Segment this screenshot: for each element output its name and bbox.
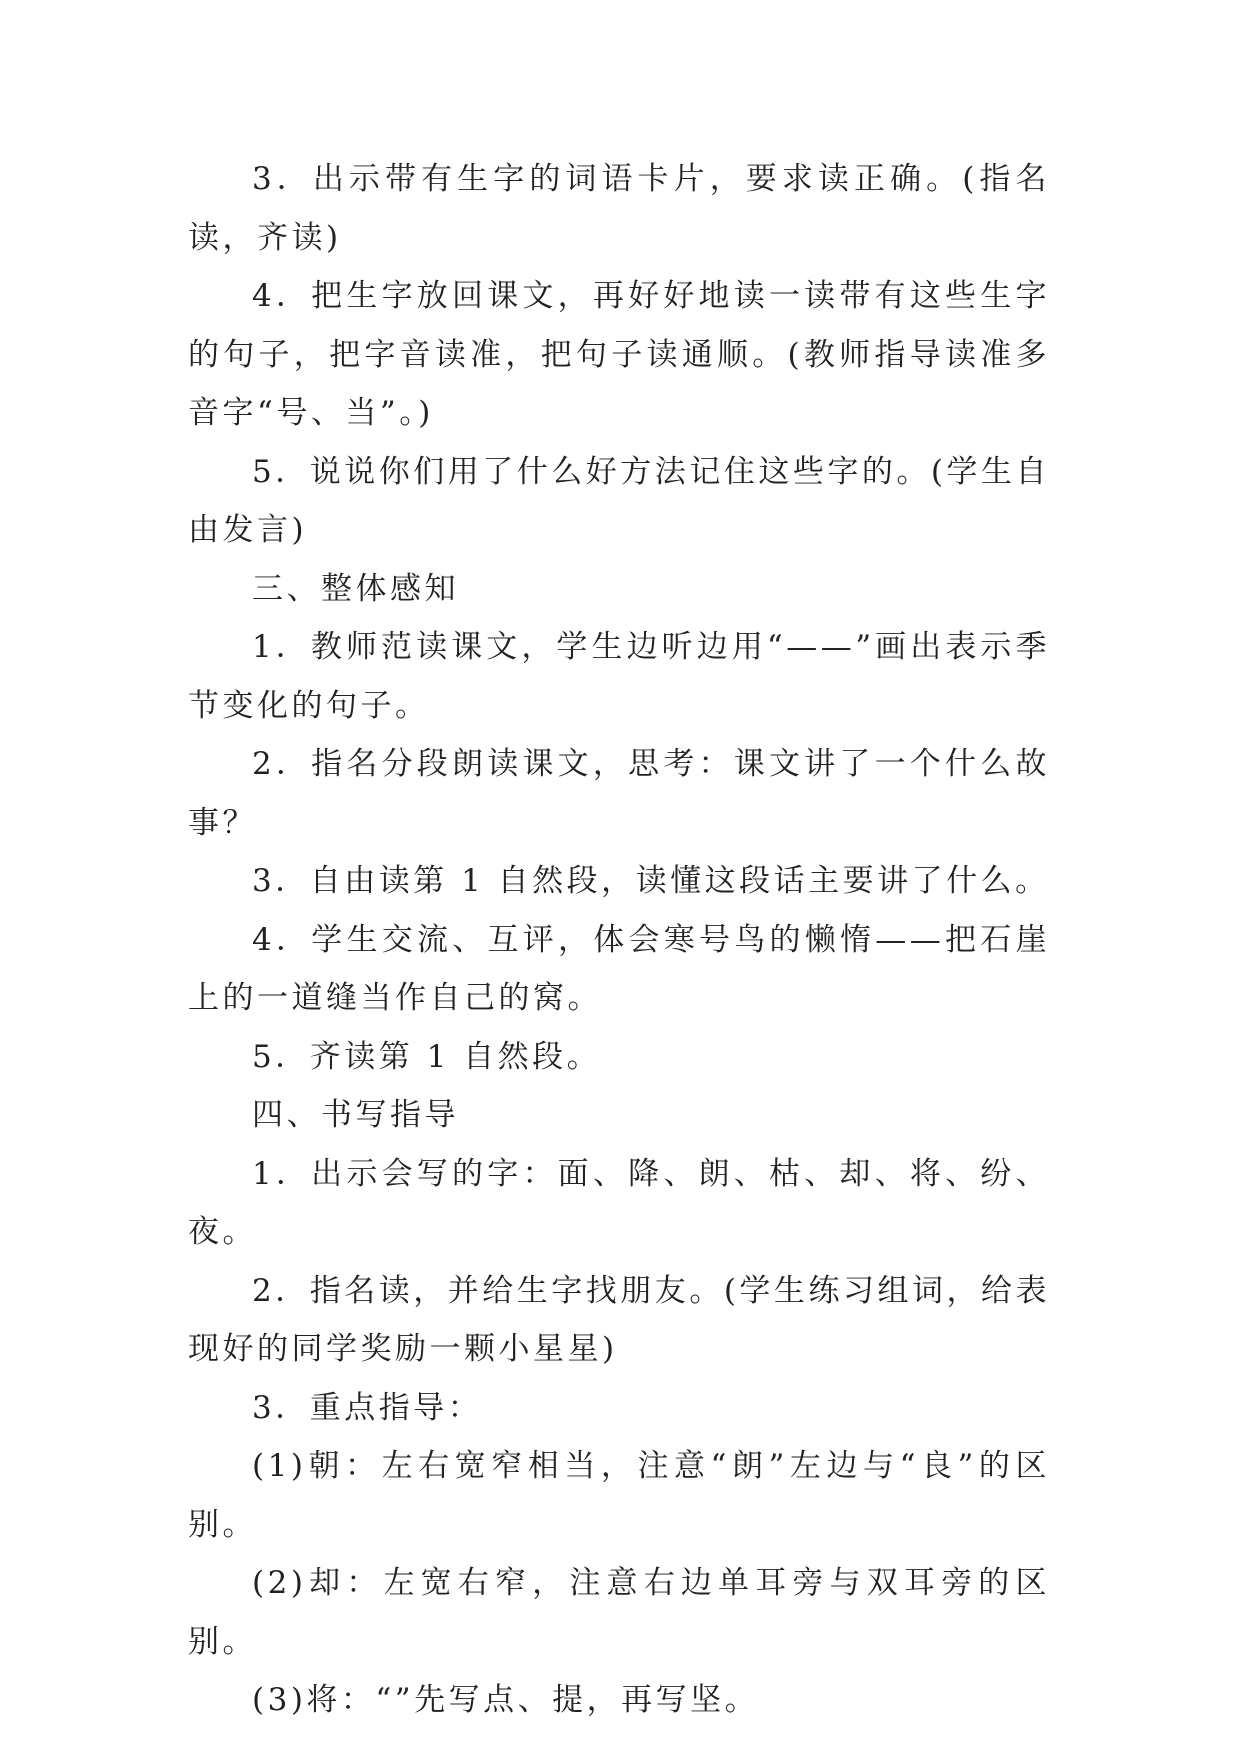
paragraph-step-1-model-reading: 1．教师范读课文，学生边听边用“——”画出表示季节变化的句子。 (188, 629, 1050, 724)
paragraph-step-3-word-cards: 3．出示带有生字的词语卡片，要求读正确。(指名读，齐读) (188, 161, 1050, 256)
paragraph-step-5-memory-methods: 5．说说你们用了什么好方法记住这些字的。(学生自由发言) (188, 453, 1050, 548)
paragraph-step-2-section-reading: 2．指名分段朗读课文，思考：课文讲了一个什么故事？ (188, 746, 1050, 841)
paragraph-step-3-key-guidance: 3．重点指导： (252, 1389, 483, 1426)
paragraph-step-4-read-sentences: 4．把生字放回课文，再好好地读一读带有这些生字的句子，把字音读准，把句子读通顺。(教师指导读准多音字“号、当”。) (188, 278, 1050, 431)
section-heading-overall-perception: 三、整体感知 (252, 570, 459, 607)
paragraph-step-1-show-characters: 1．出示会写的字：面、降、朗、枯、却、将、纷、夜。 (188, 1155, 1050, 1250)
paragraph-step-3-free-reading: 3．自由读第 1 自然段，读懂这段话主要讲了什么。 (252, 863, 1050, 899)
paragraph-item-3-jiang: (3)将：“”先写点、提，再写坚。 (252, 1682, 760, 1718)
paragraph-item-2-que: (2)却：左宽右窄，注意右边单耳旁与双耳旁的区别。 (188, 1565, 1050, 1660)
paragraph-item-1-chao: (1)朝：左右宽窄相当，注意“朗”左边与“良”的区别。 (188, 1448, 1050, 1543)
paragraph-step-5-group-reading: 5．齐读第 1 自然段。 (252, 1038, 602, 1075)
paragraph-step-4-exchange: 4．学生交流、互评，体会寒号鸟的懒惰——把石崖上的一道缝当作自己的窝。 (188, 921, 1050, 1016)
lesson-plan-text (188, 150, 1050, 1730)
paragraph-step-2-find-friends: 2．指名读，并给生字找朋友。(学生练习组词，给表现好的同学奖励一颗小星星) (188, 1272, 1050, 1367)
section-heading-writing-guidance: 四、书写指导 (252, 1097, 459, 1133)
